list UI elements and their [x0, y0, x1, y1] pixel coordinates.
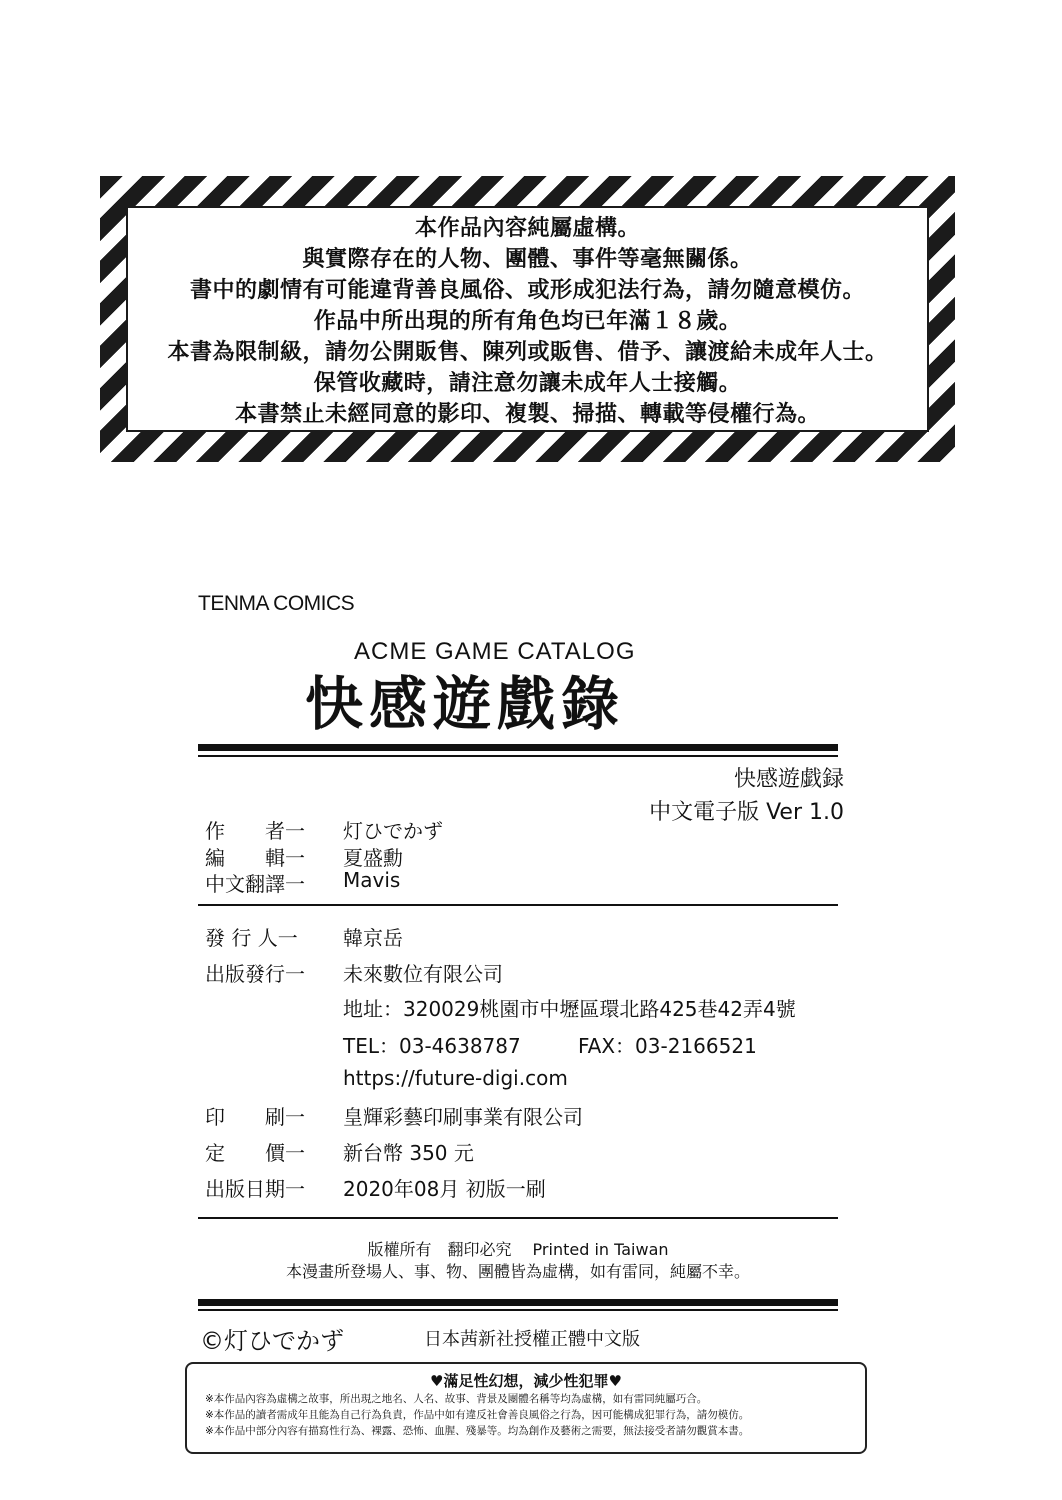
issuer-key: 發 行 人一	[205, 926, 298, 950]
notice-box	[185, 1362, 867, 1454]
issuer-value: 韓京岳	[343, 926, 403, 950]
price-row	[205, 1137, 474, 1166]
bottom-rule-thick	[198, 1299, 838, 1306]
warning-banner	[100, 176, 955, 462]
notice-line: ※本作品的讀者需成年且能為自己行為負責，作品中如有違反社會善良風俗之行為，因可能構成犯罪行為，請勿模仿。	[205, 1409, 750, 1421]
credit-key: 中文翻譯一	[205, 872, 305, 896]
credit-key: 作 者一	[205, 819, 305, 843]
warning-line: 書中的劇情有可能違背善良風俗、或形成犯法行為，請勿隨意模仿。	[189, 277, 865, 303]
english-title: ACME GAME CATALOG	[354, 638, 636, 665]
printer-row	[205, 1101, 583, 1130]
company-row	[205, 958, 503, 987]
price-key: 定 價一	[205, 1141, 305, 1165]
title-rule-thin	[198, 755, 838, 757]
warning-line: 作品中所出現的所有角色均已年滿１８歲。	[313, 308, 742, 334]
copyright: ©灯ひでかず	[200, 1327, 344, 1355]
company-value: 未來數位有限公司	[343, 962, 503, 986]
credit-key: 編 輯一	[205, 846, 305, 870]
notice-line: ※本作品中部分內容有描寫性行為、裸露、恐怖、血腥、殘暴等。均為創作及藝術之需要，無法接受者請勿觀賞本書。	[205, 1425, 750, 1437]
address: 地址：320029桃園市中壢區環北路425巷42弄4號	[343, 997, 796, 1021]
fax: FAX：03-2166521	[578, 1034, 757, 1058]
publisher-label: TENMA COMICS	[198, 592, 355, 615]
warning-line: 本書為限制級，請勿公開販售、陳列或販售、借予、讓渡給未成年人士。	[167, 339, 888, 365]
warning-line: 本書禁止未經同意的影印、複製、掃描、轉載等侵權行為。	[234, 401, 820, 427]
warning-line: 本作品內容純屬虛構。	[414, 215, 640, 241]
credit-value: 灯ひでかず	[343, 819, 443, 843]
credit-author	[205, 815, 443, 844]
telephone: TEL：03-4638787	[343, 1034, 521, 1058]
website-url: https://future-digi.com	[343, 1066, 568, 1090]
license-note: 日本茜新社授權正體中文版	[424, 1329, 640, 1350]
notice-heading: ♥滿足性幻想，減少性犯罪♥	[430, 1372, 622, 1390]
credit-value: Mavis	[343, 868, 401, 892]
printer-key: 印 刷一	[205, 1105, 305, 1129]
rights-block	[198, 1239, 838, 1283]
credit-value: 夏盛勳	[343, 846, 403, 870]
date-row	[205, 1173, 546, 1202]
disclaimer-line: 本漫畫所登場人、事、物、團體皆為虛構，如有雷同，純屬不幸。	[285, 1262, 750, 1281]
edition-title: 快感遊戯録	[733, 767, 844, 792]
warning-text-box	[126, 206, 929, 432]
price-value: 新台幣 350 元	[343, 1141, 474, 1165]
publisher-divider	[198, 1217, 838, 1219]
bottom-rule-thin	[198, 1309, 838, 1311]
issuer-row	[205, 922, 403, 951]
printer-value: 皇輝彩藝印刷事業有限公司	[343, 1105, 583, 1129]
rights-line: 版權所有 翻印必究 Printed in Taiwan	[367, 1240, 669, 1259]
title-rule-thick	[198, 744, 838, 751]
date-value: 2020年08月 初版一刷	[343, 1177, 546, 1201]
company-key: 出版發行一	[205, 962, 305, 986]
credits-divider	[198, 904, 838, 906]
japanese-title: 快感遊戲錄	[305, 670, 626, 738]
credit-editor	[205, 842, 403, 871]
credit-translator	[205, 868, 400, 897]
edition-version: 中文電子版 Ver 1.0	[649, 800, 844, 825]
date-key: 出版日期一	[205, 1177, 305, 1201]
warning-line: 與實際存在的人物、團體、事件等毫無關係。	[302, 246, 753, 272]
warning-line: 保管收藏時，請注意勿讓未成年人士接觸。	[313, 370, 742, 396]
notice-line: ※本作品內容為虛構之故事，所出現之地名、人名、故事、背景及團體名稱等均為虛構，如有雷同純屬巧合。	[205, 1393, 708, 1405]
